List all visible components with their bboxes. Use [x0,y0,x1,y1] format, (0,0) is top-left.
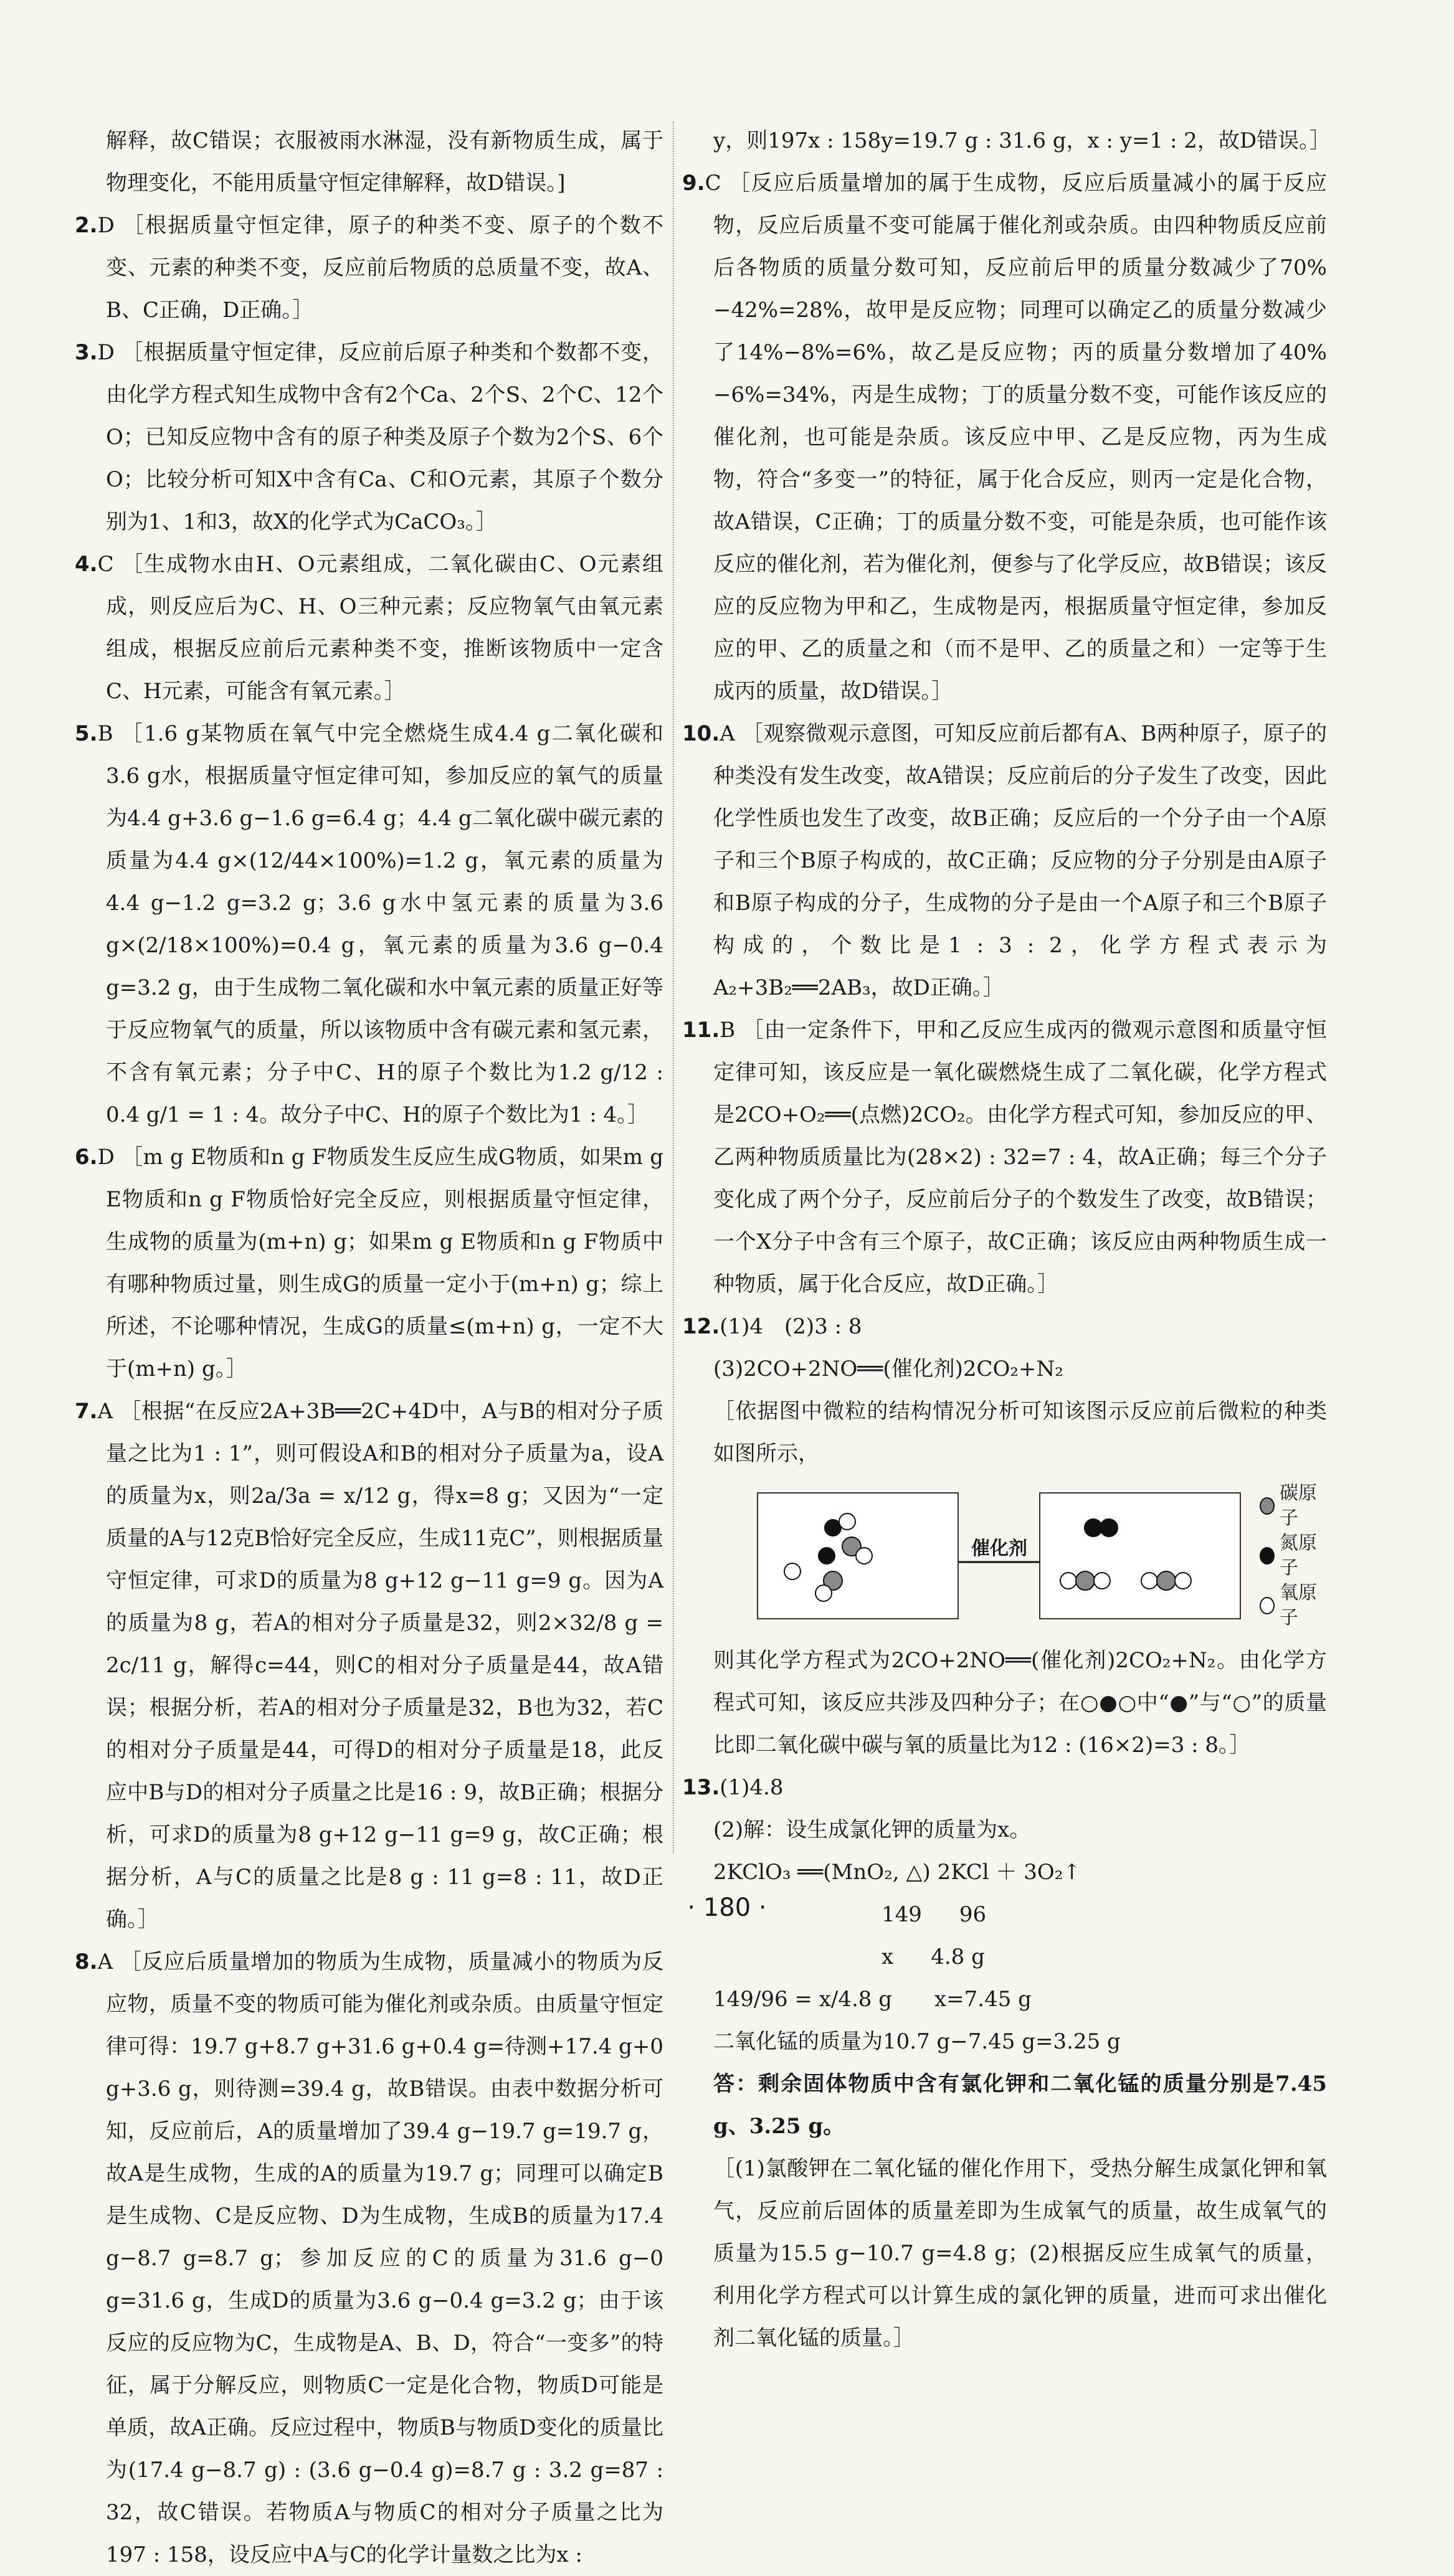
item-number: 6. [75,1145,98,1170]
final-answer: 答：剩余固体物质中含有氯化钾和二氧化锰的质量分别是7.45 g、3.25 g。 [713,2072,1327,2139]
answer-item [75,331,663,543]
item-number: 13. [682,1775,720,1800]
item-text: D ［m g E物质和n g F物质发生反应生成G物质，如果m g E物质和n g F物质恰好完全反应，则根据质量守恒定律，生成物的质量为(m+n) g；如果m g E物质和n g F物质中有哪种物质过量，则生成G的质量一定小于(m+n) g；综上所述，不论哪种情况，生成G的质量≤(m+n) g，一定不大于(m+n) g。］ [97,1145,663,1381]
explanation-text: ［依据图中微粒的结构情况分析可知该图示反应前后微粒的种类如图所示， [713,1399,1327,1466]
item-text: A ［观察微观示意图，可知反应前后都有A、B两种原子，原子的种类没有发生改变，故A错误；反应前后的分子发生了改变，因此化学性质也发生了改变，故B正确；反应后的一个分子由一个A原子和三个B原子构成的，故C正确；反应物的分子分别是由A原子和B原子构成的分子，生成物的分子是由一个A原子和三个B原子构成的，个数比是1 : 3 : 2，化学方程式表示为A₂+3B₂══2AB₃，故D正确。］ [713,721,1327,1000]
n2-molecule [1085,1519,1118,1537]
answer-item [75,1136,663,1390]
equation-line: (3)2CO+2NO══(催化剂)2CO₂+N₂ [713,1357,1063,1381]
answer-item-12 [682,1305,1327,1348]
co2-molecule [1060,1571,1110,1590]
co2-molecule [1141,1571,1191,1590]
item-text: D ［根据质量守恒定律，原子的种类不变、原子的个数不变、元素的种类不变，反应前后物质的总质量不变，故A、B、C正确，D正确。］ [97,213,663,323]
item-text: C ［反应后质量增加的属于生成物，反应后质量减小的属于反应物，反应后质量不变可能属于催化剂或杂质。由四种物质反应前后各物质的质量分数可知，反应前后甲的质量分数减少了70%−42%=28%，故甲是反应物；同理可以确定乙的质量分数减少了14%−8%=6%，故乙是反应物；丙的质量分数增加了40%−6%=34%，丙是生成物；丁的质量分数不变，可能作该反应的催化剂，也可能是杂质。该反应中甲、乙是反应物，丙为生成物，符合“多变一”的特征，属于化合反应，则丙一定是化合物，故A错误，C正确；丁的质量分数不变，可能是杂质，也可能作该反应的催化剂，若为催化剂，便参与了化学反应，故B错误；该反应的反应物为甲和乙，生成物是丙，根据质量守恒定律，参加反应的甲、乙的质量之和（而不是甲、乙的质量之和）一定等于生成丙的质量，故D错误。］ [705,171,1327,704]
answer-item [682,713,1327,1009]
item-text: B ［由一定条件下，甲和乙反应生成丙的微观示意图和质量守恒定律可知，该反应是一氧化碳燃烧生成了二氧化碳，化学方程式是2CO+O₂══(点燃)2CO₂。由化学方程式可知，参加反应的甲、乙两种物质质量比为(28×2) : 32=7 : 4，故A正确；每三个分子变化成了两个分子，反应前后分子的个数发生了改变，故B错误；一个X分子中含有三个原子，故C正确；该反应由两种物质生成一种物质，属于化合反应，故D正确。］ [713,1018,1327,1297]
column-divider [673,121,674,1853]
catalyst-label: 催化剂 [971,1538,1027,1560]
legend-item-nitrogen: 氮原子 [1260,1531,1327,1581]
co-molecule [815,1571,842,1601]
arrow-icon [959,1556,1052,1568]
item-text: B ［1.6 g某物质在氧气中完全燃烧生成4.4 g二氧化碳和3.6 g水，根据质量守恒定律可知，参加反应的氧气的质量为4.4 g+3.6 g−1.6 g=6.4 g；4.4 g二氧化碳中碳元素的质量为4.4 g×(12/44×100%)=1.2 g，氧元素的质量为4.4 g−1.2 g=3.2 g；3.6 g水中氢元素的质量为3.6 g×(2/18×100%)=0.4 g，氧元素的质量为3.6 g−0.4 g=3.2 g，由于生成物二氧化碳和水中氧元素的质量正好等于反应物氧气的质量，所以该物质中含有碳元素和氢元素，不含有氧元素；分子中C、H的原子个数比为1.2 g/12 : 0.4 g/1 = 1 : 4。故分子中C、H的原子个数比为1 : 4。］ [97,721,663,1127]
proportion: 149/96 = x/4.8 g x=7.45 g [713,1987,1032,2012]
item-number: 8. [75,1949,98,1974]
item-text: (1)4 (2)3 : 8 [720,1314,862,1339]
answer-item [75,1941,663,2576]
ratio-bottom: x 4.8 g [881,1944,985,1969]
chemical-equation: 2KClO₃ ══(MnO₂, △) 2KCl ＋ 3O₂↑ [713,1860,1081,1885]
page-number: · 180 · [687,1893,767,1922]
atom-legend [1260,1481,1327,1631]
solution-setup: (2)解：设生成氯化钾的质量为x。 [713,1817,1031,1842]
answer-continuation: 解释，故C错误；衣服被雨水淋湿，没有新物质生成，属于物理变化，不能用质量守恒定律解释，故D错误。] [106,128,663,196]
answer-continuation: y，则197x : 158y=19.7 g : 31.6 g，x : y=1 : 2，故D错误。］ [713,128,1331,153]
no-molecule [825,1513,855,1536]
item-number: 9. [682,171,705,196]
explanation-text: ［(1)氯酸钾在二氧化锰的催化作用下，受热分解生成氯化钾和氧气，反应前后固体的质量差即为生成氧气的质量，故生成氧气的质量为15.5 g−10.7 g=4.8 g；(2)根据反应生成氧气的质量，利用化学方程式可以计算生成的氯化钾的质量，进而可求出催化剂二氧化锰的质量。］ [713,2156,1327,2351]
oxygen-atom-icon [1260,1597,1275,1614]
legend-item-oxygen: 氧原子 [1260,1581,1327,1631]
item-number: 7. [75,1399,98,1424]
mno2-mass: 二氧化锰的质量为10.7 g−7.45 g=3.25 g [713,2029,1121,2054]
micro-diagram [682,1481,1327,1631]
item-text: C ［生成物水由H、O元素组成，二氧化碳由C、O元素组成，则反应后为C、H、O三种元素；反应物氧气由氧元素组成，根据反应前后元素种类不变，推断该物质中一定含C、H元素，可能含有氧元素。］ [97,552,663,704]
co-molecule [842,1537,872,1564]
item-text: (1)4.8 [720,1775,784,1800]
reactant-molecules [758,1494,957,1618]
explanation-text: 则其化学方程式为2CO+2NO══(催化剂)2CO₂+N₂。由化学方程式可知，该反应共涉及四种分子；在○●○中“●”与“○”的质量比即二氧化碳中碳与氧的质量比为12 : (16×2)=3 : 8。］ [713,1648,1327,1758]
item-number: 3. [75,340,98,365]
ratio-top: 149 96 [881,1902,987,1927]
item-text: D ［根据质量守恒定律，反应前后原子种类和个数都不变，由化学方程式知生成物中含有2个Ca、2个S、2个C、12个O；已知反应物中含有的原子种类及原子个数为2个S、6个O；比较分析可知X中含有Ca、C和O元素，其原子个数分别为1、1和3，故X的化学式为CaCO₃。］ [97,340,663,534]
legend-item-carbon: 碳原子 [1260,1481,1327,1531]
item-number: 11. [682,1018,720,1043]
item-number: 10. [682,721,720,746]
answer-item [75,1390,663,1941]
answer-item [682,162,1327,713]
answer-item [682,1009,1327,1305]
item-number: 5. [75,721,98,746]
answer-item-13 [682,1766,1327,1809]
reaction-arrow [959,1494,1039,1618]
item-number: 4. [75,552,98,577]
item-text: A ［反应后质量增加的物质为生成物，质量减小的物质为反应物，质量不变的物质可能为催化剂或杂质。由质量守恒定律可得：19.7 g+8.7 g+31.6 g+0.4 g=待测+17.4 g+0 g+3.6 g，则待测=39.4 g，故B错误。由表中数据分析可知，反应前后，A的质量增加了39.4 g−19.7 g=19.7 g，故A是生成物，生成的A的质量为19.7 g；同理可以确定B是生成物、C是反应物、D为生成物，生成B的质量为17.4 g−8.7 g=8.7 g；参加反应的C的质量为31.6 g−0 g=31.6 g，生成D的质量为3.6 g−0.4 g=3.2 g；由于该反应的反应物为C，生成物是A、B、D，符合“一变多”的特征，属于分解反应，则物质C一定是化合物，物质D可能是单质，故A正确。反应过程中，物质B与物质D变化的质量比为(17.4 g−8.7 g) : (3.6 g−0.4 g)=8.7 g : 3.2 g=87 : 32，故C错误。若物质A与物质C的相对分子质量之比为197 : 158，设反应中A与C的化学计量数之比为x : [97,1949,663,2567]
answer-item [75,543,663,713]
product-molecules [1040,1494,1240,1618]
item-text: A ［根据“在反应2A+3B══2C+4D中，A与B的相对分子质量之比为1 : 1”，则可假设A和B的相对分子质量为a，设A的质量为x，则2a/3a = x/12 g，得x=8 g；又因为“一定质量的A与12克B恰好完全反应，生成11克C”，则根据质量守恒定律，可求D的质量为8 g+12 g−11 g=9 g。因为A的质量为8 g，若A的相对分子质量是32，则2×32/8 g = 2c/11 g，解得c=44，则C的相对分子质量是44，故A错误；根据分析，若A的相对分子质量是32，B也为32，若C的相对分子质量是44，可得D的相对分子质量是18，此反应中B与D的相对分子质量之比是16 : 9，故B正确；根据分析，可求D的质量为8 g+12 g−11 g=9 g，故C正确；根据分析，A与C的质量之比是8 g : 11 g=8 : 11，故D正确。］ [97,1399,663,1932]
products-box [1039,1492,1241,1619]
answer-item [75,713,663,1136]
item-number: 2. [75,213,98,238]
item-number: 12. [682,1314,720,1339]
nitrogen-atom-icon [1260,1547,1275,1565]
right-column [682,120,1331,2359]
reactants-box [757,1492,959,1619]
carbon-atom-icon [1260,1497,1275,1515]
left-column [75,120,663,2576]
answer-item [75,204,663,331]
